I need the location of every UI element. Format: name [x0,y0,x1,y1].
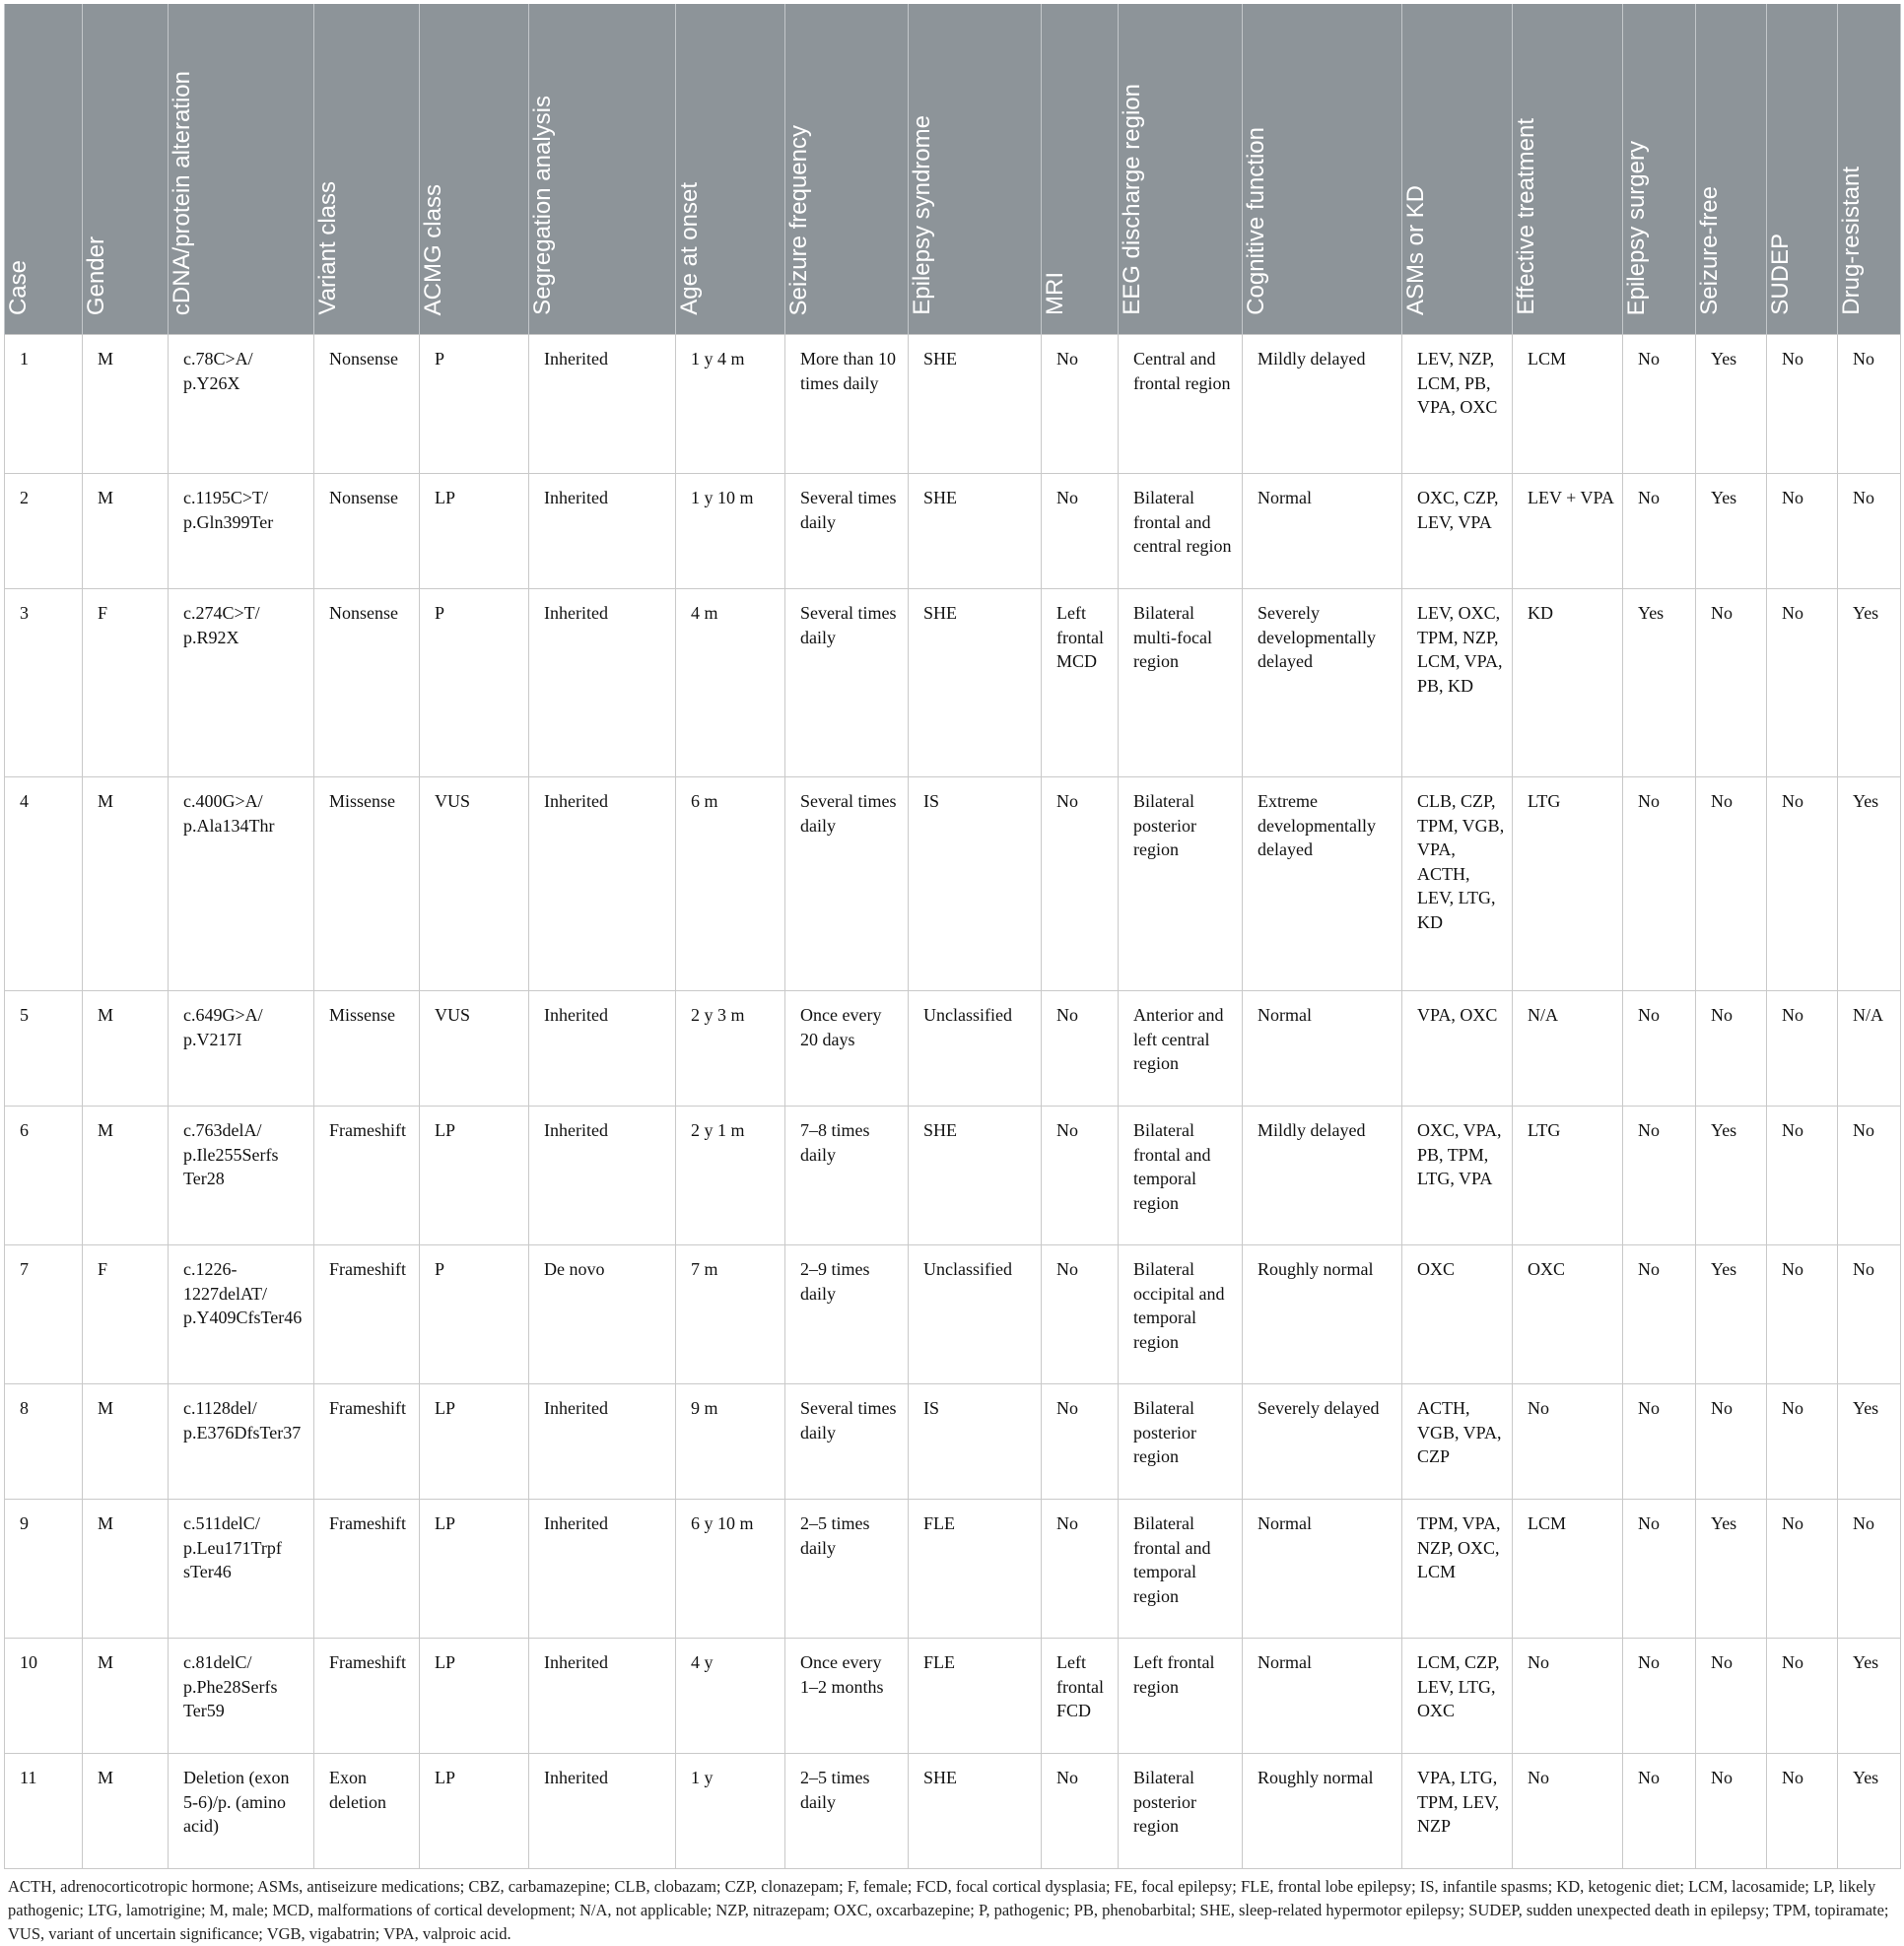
cell-effective-treatment: LCM [1513,1500,1623,1639]
cell-epilepsy-surgery: No [1623,991,1696,1107]
table-footnote: ACTH, adrenocorticotropic hormone; ASMs, antiseizure medications; CBZ, carbamazepine; CLB, clobazam; CZP, clonazepam; F, female; FCD, focal cortical dysplasia; FE, focal epilepsy; FLE, frontal lobe epilepsy; IS, infantile spasms; KD, ketogenic diet; LCM, lacosamide; LP, likely pathogenic; LTG, lamotrigine; M, male; MCD, malformations of cortical development; N/A, not applicable; NZP, nitrazepam; OXC, oxcarbazepine; P, pathogenic; PB, phenobarbital; SHE, sleep-related hypermotor epilepsy; SUDEP, sudden unexpected death in epilepsy; TPM, topiramate; VUS, variant of uncertain significance; VGB, vigabatrin; VPA, valproic acid. [8,1877,1889,1943]
cell-gender: M [83,991,169,1107]
cell-variant-class: Frameshift [314,1639,420,1754]
header-gender: Gender [83,4,169,335]
cell-cognitive-function: Roughly normal [1243,1245,1402,1384]
cell-mri: Left frontal FCD [1042,1639,1119,1754]
cell-age-at-onset: 9 m [676,1384,785,1500]
cell-epilepsy-syndrome: IS [909,1384,1042,1500]
cell-acmg-class: P [420,1245,529,1384]
cell-segregation-analysis: Inherited [529,1384,676,1500]
cell-cognitive-function: Normal [1243,991,1402,1107]
cell-case: 1 [5,335,83,474]
cell-eeg-discharge-region: Left frontal region [1119,1639,1243,1754]
cell-variant-class: Exon deletion [314,1754,420,1869]
cell-seizure-frequency: Once every 1–2 months [785,1639,909,1754]
cell-epilepsy-surgery: No [1623,1500,1696,1639]
cell-asms-or-kd: ACTH, VGB, VPA, CZP [1402,1384,1513,1500]
cell-seizure-frequency: More than 10 times daily [785,335,909,474]
header-asms-or-kd: ASMs or KD [1402,4,1513,335]
cell-cdna-protein-alteration: c.1195C>T/ p.Gln399Ter [169,474,314,589]
cell-effective-treatment: OXC [1513,1245,1623,1384]
cell-variant-class: Nonsense [314,474,420,589]
cell-age-at-onset: 1 y 10 m [676,474,785,589]
cell-seizure-free: No [1696,1384,1767,1500]
cell-cognitive-function: Normal [1243,1500,1402,1639]
cell-asms-or-kd: OXC, CZP, LEV, VPA [1402,474,1513,589]
table-row [5,1500,1901,1639]
cell-cdna-protein-alteration: c.400G>A/ p.Ala134Thr [169,777,314,991]
cell-segregation-analysis: Inherited [529,589,676,777]
cell-cognitive-function: Roughly normal [1243,1754,1402,1869]
cell-asms-or-kd: LEV, NZP, LCM, PB, VPA, OXC [1402,335,1513,474]
header-cognitive-function: Cognitive function [1243,4,1402,335]
table-row [5,1639,1901,1754]
cell-case: 6 [5,1107,83,1245]
cell-gender: F [83,1245,169,1384]
cell-case: 9 [5,1500,83,1639]
header-variant-class: Variant class [314,4,420,335]
header-drug-resistant: Drug-resistant [1838,4,1901,335]
cell-gender: M [83,1500,169,1639]
header-cdna-protein-alteration: cDNA/protein alteration [169,4,314,335]
cell-acmg-class: LP [420,1107,529,1245]
cell-mri: Left frontal MCD [1042,589,1119,777]
cell-mri: No [1042,777,1119,991]
cell-epilepsy-surgery: No [1623,1245,1696,1384]
header-seizure-free: Seizure-free [1696,4,1767,335]
cell-seizure-free: Yes [1696,1107,1767,1245]
cell-asms-or-kd: VPA, LTG, TPM, LEV, NZP [1402,1754,1513,1869]
cell-seizure-free: No [1696,1639,1767,1754]
cell-segregation-analysis: De novo [529,1245,676,1384]
cell-case: 11 [5,1754,83,1869]
cell-acmg-class: LP [420,1500,529,1639]
cell-variant-class: Missense [314,991,420,1107]
cell-age-at-onset: 1 y [676,1754,785,1869]
cell-eeg-discharge-region: Bilateral posterior region [1119,1754,1243,1869]
cell-seizure-frequency: 2–5 times daily [785,1500,909,1639]
cell-asms-or-kd: OXC [1402,1245,1513,1384]
table-row [5,1107,1901,1245]
cell-variant-class: Missense [314,777,420,991]
cell-gender: M [83,335,169,474]
cell-cdna-protein-alteration: c.649G>A/ p.V217I [169,991,314,1107]
cell-drug-resistant: Yes [1838,1639,1901,1754]
cell-cognitive-function: Severely delayed [1243,1384,1402,1500]
cell-epilepsy-syndrome: IS [909,777,1042,991]
header-acmg-class: ACMG class [420,4,529,335]
cell-cognitive-function: Extreme developmentally delayed [1243,777,1402,991]
cell-acmg-class: LP [420,1754,529,1869]
cell-drug-resistant: Yes [1838,589,1901,777]
cell-effective-treatment: No [1513,1639,1623,1754]
cell-acmg-class: P [420,335,529,474]
cell-epilepsy-surgery: No [1623,1754,1696,1869]
cell-segregation-analysis: Inherited [529,335,676,474]
cell-variant-class: Nonsense [314,335,420,474]
cell-sudep: No [1767,1245,1838,1384]
cell-drug-resistant: Yes [1838,1384,1901,1500]
cell-mri: No [1042,1754,1119,1869]
cell-mri: No [1042,474,1119,589]
cell-cognitive-function: Normal [1243,1639,1402,1754]
header-epilepsy-syndrome: Epilepsy syndrome [909,4,1042,335]
cell-acmg-class: VUS [420,777,529,991]
cell-asms-or-kd: LCM, CZP, LEV, LTG, OXC [1402,1639,1513,1754]
cell-cognitive-function: Severely developmentally delayed [1243,589,1402,777]
cell-case: 3 [5,589,83,777]
cell-asms-or-kd: TPM, VPA, NZP, OXC, LCM [1402,1500,1513,1639]
cell-cdna-protein-alteration: c.763delA/ p.Ile255Serfs Ter28 [169,1107,314,1245]
cell-cdna-protein-alteration: c.81delC/ p.Phe28Serfs Ter59 [169,1639,314,1754]
cell-epilepsy-surgery: No [1623,1107,1696,1245]
cell-variant-class: Nonsense [314,589,420,777]
cell-epilepsy-surgery: Yes [1623,589,1696,777]
cell-drug-resistant: No [1838,335,1901,474]
cell-case: 8 [5,1384,83,1500]
table-row [5,1384,1901,1500]
cell-epilepsy-surgery: No [1623,474,1696,589]
cell-epilepsy-syndrome: FLE [909,1500,1042,1639]
cell-segregation-analysis: Inherited [529,1500,676,1639]
table-container [4,4,1900,1946]
cell-drug-resistant: Yes [1838,777,1901,991]
cell-seizure-free: Yes [1696,1245,1767,1384]
cell-seizure-free: Yes [1696,474,1767,589]
header-row [5,4,1901,335]
cell-seizure-free: Yes [1696,1500,1767,1639]
cell-effective-treatment: N/A [1513,991,1623,1107]
cell-epilepsy-syndrome: Unclassified [909,991,1042,1107]
cell-age-at-onset: 2 y 3 m [676,991,785,1107]
cell-segregation-analysis: Inherited [529,474,676,589]
header-eeg-discharge-region: EEG discharge region [1119,4,1243,335]
cell-eeg-discharge-region: Bilateral posterior region [1119,1384,1243,1500]
cell-seizure-frequency: Several times daily [785,589,909,777]
cell-eeg-discharge-region: Central and frontal region [1119,335,1243,474]
cell-cognitive-function: Mildly delayed [1243,1107,1402,1245]
cell-sudep: No [1767,335,1838,474]
cell-epilepsy-surgery: No [1623,1384,1696,1500]
cell-cognitive-function: Mildly delayed [1243,335,1402,474]
cell-sudep: No [1767,1500,1838,1639]
cell-seizure-frequency: Several times daily [785,777,909,991]
table-row [5,1754,1901,1869]
patient-variant-table [4,4,1901,1869]
cell-epilepsy-syndrome: FLE [909,1639,1042,1754]
header-effective-treatment: Effective treatment [1513,4,1623,335]
cell-effective-treatment: LCM [1513,335,1623,474]
cell-segregation-analysis: Inherited [529,1107,676,1245]
cell-sudep: No [1767,991,1838,1107]
cell-drug-resistant: No [1838,1245,1901,1384]
table-row [5,589,1901,777]
cell-seizure-free: No [1696,991,1767,1107]
cell-age-at-onset: 7 m [676,1245,785,1384]
cell-sudep: No [1767,1107,1838,1245]
header-segregation-analysis: Segregation analysis [529,4,676,335]
cell-case: 10 [5,1639,83,1754]
cell-epilepsy-syndrome: SHE [909,1754,1042,1869]
cell-seizure-frequency: Several times daily [785,1384,909,1500]
cell-age-at-onset: 6 y 10 m [676,1500,785,1639]
table-row [5,777,1901,991]
cell-gender: M [83,1107,169,1245]
cell-eeg-discharge-region: Anterior and left central region [1119,991,1243,1107]
cell-seizure-free: No [1696,1754,1767,1869]
cell-sudep: No [1767,589,1838,777]
cell-asms-or-kd: VPA, OXC [1402,991,1513,1107]
cell-age-at-onset: 4 y [676,1639,785,1754]
cell-mri: No [1042,1500,1119,1639]
cell-cdna-protein-alteration: c.1128del/ p.E376DfsTer37 [169,1384,314,1500]
cell-epilepsy-syndrome: SHE [909,335,1042,474]
cell-sudep: No [1767,777,1838,991]
cell-age-at-onset: 4 m [676,589,785,777]
header-case: Case [5,4,83,335]
cell-gender: M [83,1639,169,1754]
cell-drug-resistant: Yes [1838,1754,1901,1869]
cell-segregation-analysis: Inherited [529,991,676,1107]
cell-drug-resistant: No [1838,1500,1901,1639]
cell-eeg-discharge-region: Bilateral frontal and temporal region [1119,1107,1243,1245]
table-row [5,1245,1901,1384]
cell-epilepsy-surgery: No [1623,335,1696,474]
cell-seizure-frequency: 2–5 times daily [785,1754,909,1869]
cell-sudep: No [1767,1639,1838,1754]
cell-mri: No [1042,1245,1119,1384]
table-row [5,474,1901,589]
cell-epilepsy-syndrome: SHE [909,1107,1042,1245]
cell-sudep: No [1767,1384,1838,1500]
cell-segregation-analysis: Inherited [529,777,676,991]
cell-variant-class: Frameshift [314,1107,420,1245]
cell-effective-treatment: LEV + VPA [1513,474,1623,589]
cell-effective-treatment: No [1513,1384,1623,1500]
cell-case: 7 [5,1245,83,1384]
cell-acmg-class: LP [420,1384,529,1500]
cell-eeg-discharge-region: Bilateral frontal and central region [1119,474,1243,589]
cell-cdna-protein-alteration: Deletion (exon 5-6)/p. (amino acid) [169,1754,314,1869]
cell-variant-class: Frameshift [314,1384,420,1500]
cell-cdna-protein-alteration: c.78C>A/ p.Y26X [169,335,314,474]
cell-gender: M [83,1384,169,1500]
cell-mri: No [1042,1384,1119,1500]
cell-seizure-free: No [1696,589,1767,777]
cell-drug-resistant: N/A [1838,991,1901,1107]
cell-epilepsy-surgery: No [1623,1639,1696,1754]
cell-effective-treatment: LTG [1513,777,1623,991]
cell-case: 4 [5,777,83,991]
cell-gender: M [83,777,169,991]
cell-seizure-frequency: Several times daily [785,474,909,589]
cell-eeg-discharge-region: Bilateral frontal and temporal region [1119,1500,1243,1639]
cell-variant-class: Frameshift [314,1500,420,1639]
cell-eeg-discharge-region: Bilateral occipital and temporal region [1119,1245,1243,1384]
cell-seizure-free: No [1696,777,1767,991]
cell-age-at-onset: 1 y 4 m [676,335,785,474]
cell-gender: F [83,589,169,777]
cell-cdna-protein-alteration: c.1226-1227delAT/ p.Y409CfsTer46 [169,1245,314,1384]
cell-sudep: No [1767,474,1838,589]
cell-cdna-protein-alteration: c.274C>T/ p.R92X [169,589,314,777]
cell-drug-resistant: No [1838,1107,1901,1245]
cell-epilepsy-syndrome: SHE [909,474,1042,589]
cell-effective-treatment: KD [1513,589,1623,777]
cell-age-at-onset: 6 m [676,777,785,991]
cell-asms-or-kd: LEV, OXC, TPM, NZP, LCM, VPA, PB, KD [1402,589,1513,777]
cell-gender: M [83,1754,169,1869]
cell-acmg-class: P [420,589,529,777]
cell-effective-treatment: LTG [1513,1107,1623,1245]
table-row [5,335,1901,474]
cell-mri: No [1042,335,1119,474]
cell-case: 2 [5,474,83,589]
cell-seizure-free: Yes [1696,335,1767,474]
table-row [5,991,1901,1107]
cell-seizure-frequency: 2–9 times daily [785,1245,909,1384]
header-seizure-frequency: Seizure frequency [785,4,909,335]
cell-seizure-frequency: Once every 20 days [785,991,909,1107]
cell-sudep: No [1767,1754,1838,1869]
cell-cdna-protein-alteration: c.511delC/ p.Leu171Trpf sTer46 [169,1500,314,1639]
cell-cognitive-function: Normal [1243,474,1402,589]
cell-age-at-onset: 2 y 1 m [676,1107,785,1245]
cell-epilepsy-surgery: No [1623,777,1696,991]
cell-acmg-class: VUS [420,991,529,1107]
cell-segregation-analysis: Inherited [529,1754,676,1869]
cell-epilepsy-syndrome: Unclassified [909,1245,1042,1384]
cell-acmg-class: LP [420,474,529,589]
cell-case: 5 [5,991,83,1107]
cell-seizure-frequency: 7–8 times daily [785,1107,909,1245]
cell-asms-or-kd: CLB, CZP, TPM, VGB, VPA, ACTH, LEV, LTG, KD [1402,777,1513,991]
cell-mri: No [1042,1107,1119,1245]
cell-segregation-analysis: Inherited [529,1639,676,1754]
cell-effective-treatment: No [1513,1754,1623,1869]
cell-acmg-class: LP [420,1639,529,1754]
cell-mri: No [1042,991,1119,1107]
cell-epilepsy-syndrome: SHE [909,589,1042,777]
cell-drug-resistant: No [1838,474,1901,589]
header-age-at-onset: Age at onset [676,4,785,335]
cell-variant-class: Frameshift [314,1245,420,1384]
cell-gender: M [83,474,169,589]
cell-eeg-discharge-region: Bilateral posterior region [1119,777,1243,991]
header-epilepsy-surgery: Epilepsy surgery [1623,4,1696,335]
cell-asms-or-kd: OXC, VPA, PB, TPM, LTG, VPA [1402,1107,1513,1245]
header-mri: MRI [1042,4,1119,335]
cell-eeg-discharge-region: Bilateral multi-focal region [1119,589,1243,777]
header-sudep: SUDEP [1767,4,1838,335]
